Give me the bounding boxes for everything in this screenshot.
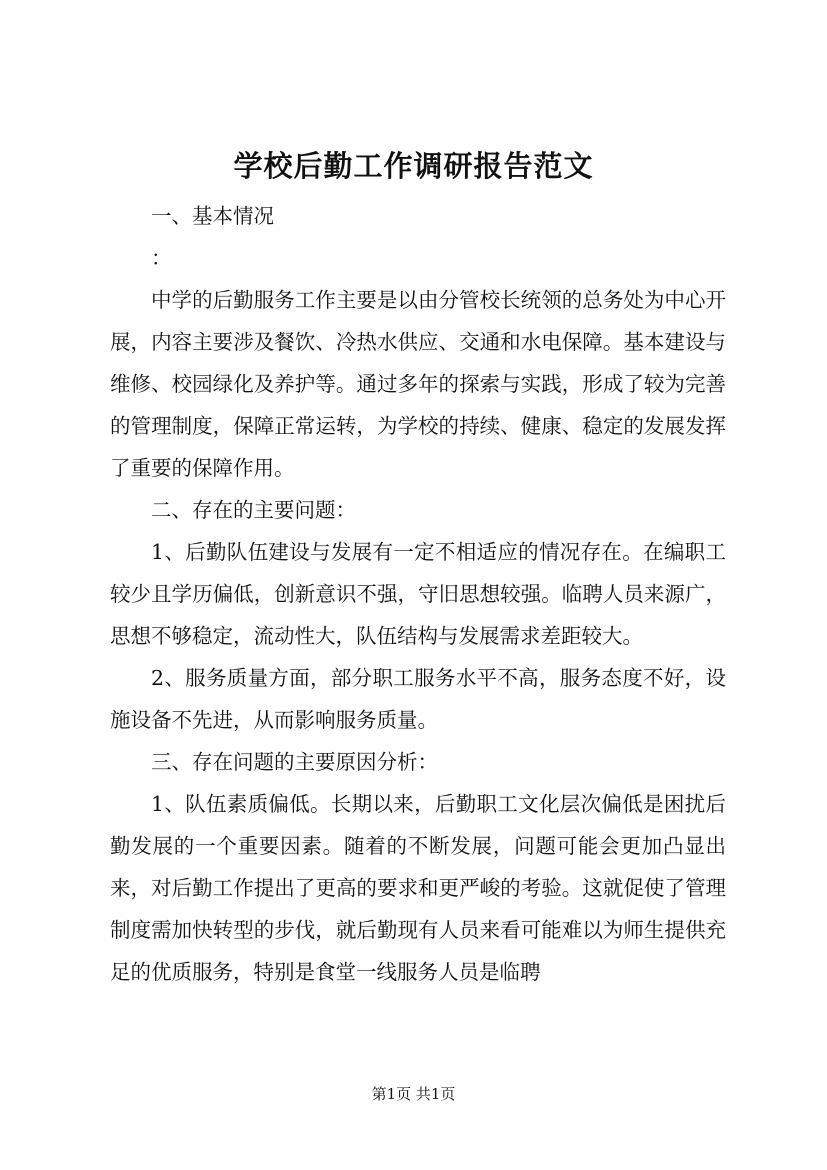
page-footer: 第1页 共1页	[371, 1085, 456, 1103]
paragraph-problem-2: 2、服务质量方面，部分职工服务水平不高，服务态度不好，设施设备不先进，从而影响服务质量。	[110, 666, 726, 732]
paragraph-cause-1: 1、队伍素质偏低。长期以来，后勤职工文化层次偏低是困扰后勤发展的一个重要因素。随着的不断发展，问题可能会更加凸显出来，对后勤工作提出了更高的要求和更严峻的考验。这就促使了管理制度需加快转型的步伐，就后勤现有人员来看可能难以为师生提供充足的优质服务，特别是食堂一线服务人员是临聘	[110, 792, 726, 984]
section-heading-problems: 二、存在的主要问题：	[151, 498, 356, 522]
section-heading-basic: 一、基本情况	[151, 204, 274, 228]
section-heading-causes: 三、存在问题的主要原因分析：	[151, 750, 438, 774]
paragraph-problem-1: 1、后勤队伍建设与发展有一定不相适应的情况存在。在编职工较少且学历偏低，创新意识不强，守旧思想较强。临聘人员来源广，思想不够稳定，流动性大，队伍结构与发展需求差距较大。	[110, 540, 726, 648]
document-title: 学校后勤工作调研报告范文	[233, 149, 594, 183]
document-body	[110, 195, 726, 993]
paragraph-basic-situation: 中学的后勤服务工作主要是以由分管校长统领的总务处为中心开展，内容主要涉及餐饮、冷热水供应、交通和水电保障。基本建设与维修、校园绿化及养护等。通过多年的探索与实践，形成了较为完善的管理制度，保障正常运转，为学校的持续、健康、稳定的发展发挥了重要的保障作用。	[110, 288, 726, 480]
colon-line: ：	[151, 246, 172, 270]
